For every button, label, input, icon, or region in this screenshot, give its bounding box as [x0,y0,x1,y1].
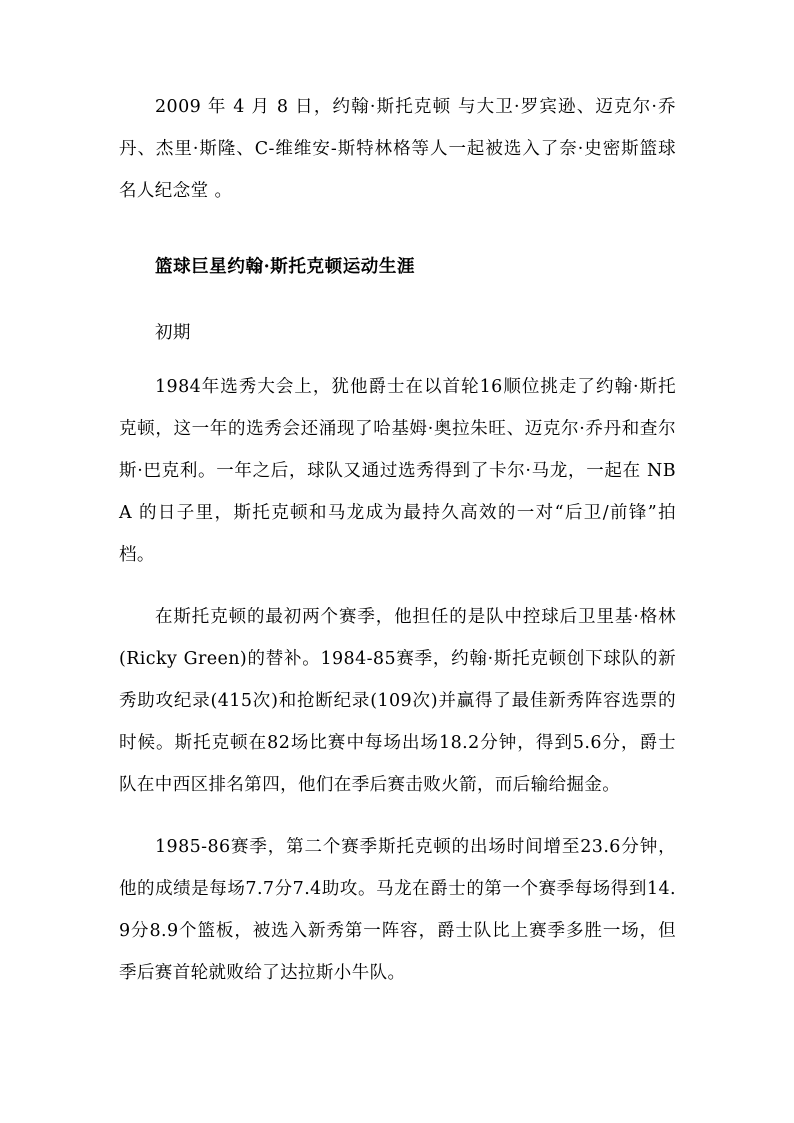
document-body [119,86,676,994]
paragraph-draft-1984: 1984年选秀大会上，犹他爵士在以首轮16顺位挑走了约翰·斯托克顿，这一年的选秀会还涌现了哈基姆·奥拉朱旺、迈克尔·乔丹和查尔斯·巴克利。一年之后，球队又通过选秀得到了卡尔·马龙，一起在 NBA 的日子里，斯托克顿和马龙成为最持久高效的一对“后卫/前锋”拍档。 [119,377,676,565]
subsection-heading-early: 初期 [155,323,191,343]
paragraph-rookie-season: 在斯托克顿的最初两个赛季，他担任的是队中控球后卫里基·格林(Ricky Green)的替补。1984-85赛季，约翰·斯托克顿创下球队的新秀助攻纪录(415次)和抢断纪录(109次)并赢得了最佳新秀阵容选票的时候。斯托克顿在82场比赛中每场出场18.2分钟，得到5.6分，爵士队在中西区排名第四，他们在季后赛击败火箭，而后输给掘金。 [119,607,676,795]
paragraph-season-1985-86: 1985-86赛季，第二个赛季斯托克顿的出场时间增至23.6分钟，他的成绩是每场7.7分7.4助攻。马龙在爵士的第一个赛季每场得到14.9分8.9个篮板，被选入新秀第一阵容，爵士队比上赛季多胜一场，但季后赛首轮就败给了达拉斯小牛队。 [119,837,676,983]
paragraph-hall-of-fame: 2009 年 4 月 8 日，约翰·斯托克顿 与大卫·罗宾逊、迈克尔·乔丹、杰里·斯隆、C-维维安-斯特林格等人一起被选入了奈·史密斯篮球名人纪念堂 。 [119,97,676,201]
section-heading-career: 篮球巨星约翰·斯托克顿运动生涯 [155,257,416,277]
